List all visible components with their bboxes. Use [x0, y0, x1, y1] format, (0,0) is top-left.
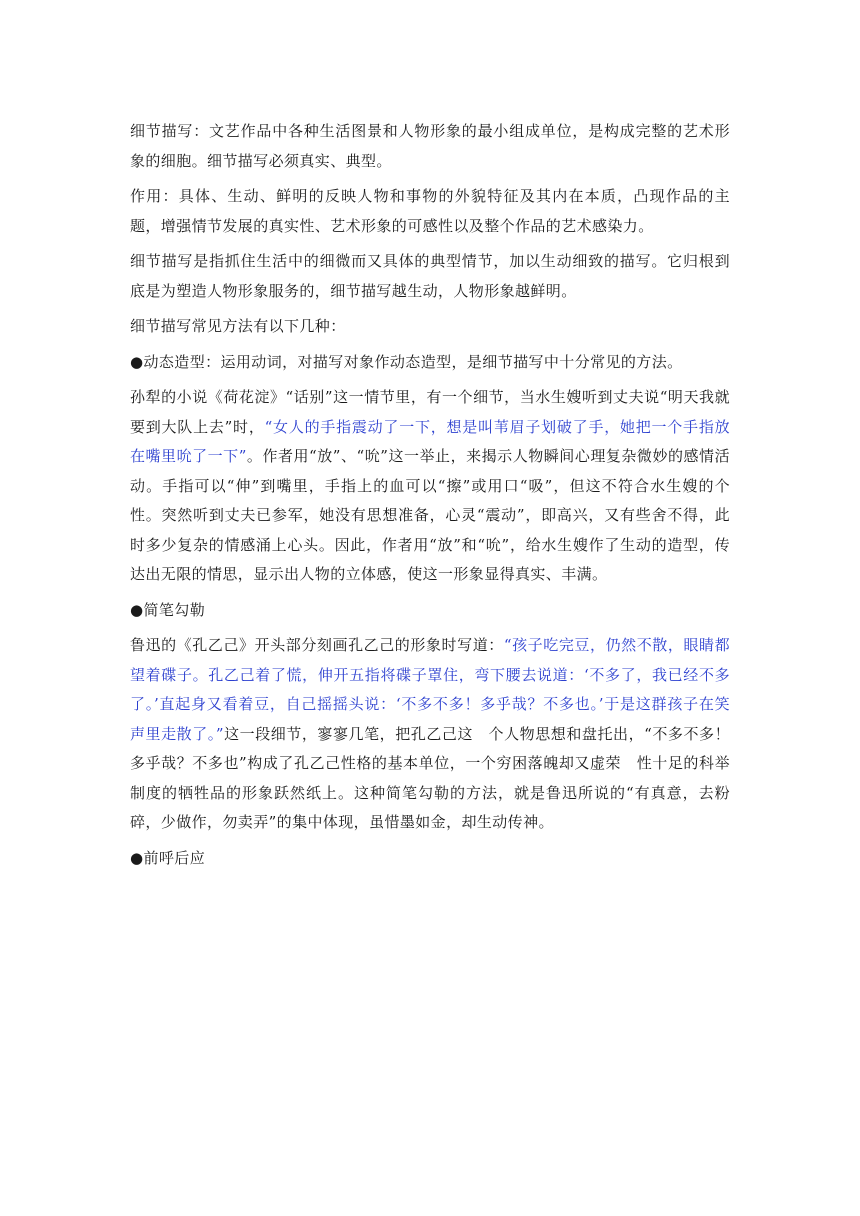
methods-intro-text: 细节描写常见方法有以下几种：: [130, 317, 346, 335]
method-dynamic-text: ●动态造型：运用动词，对描写对象作动态造型，是细节描写中十分常见的方法。: [130, 352, 683, 371]
kongyiji-analysis-text: 这一段细节，寥寥几笔，把孔乙己这 个人物思想和盘托出，“不多不多！多乎哉？不多也”构成了孔乙己性格的基本单位，一个穷困落魄却又虚荣 性十足的科举制度的牺牲品的形象跃然纸上。这种简笔勾勒的方法，就是鲁迅所说的“有真意，去粉碎，少做作，勿卖弄”的集中体现，虽惜墨如金，却生动传神。: [130, 724, 730, 831]
method-echo-heading: [130, 844, 730, 874]
explanation-text: 细节描写是指抓住生活中的细微而又具体的典型情节，加以生动细致的描写。它归根到底是为塑造人物形象服务的，细节描写越生动，人物形象越鲜明。: [130, 252, 730, 300]
method-echo-text: ●前呼后应: [130, 848, 206, 867]
method-dynamic-heading: [130, 348, 730, 378]
method-sketch-text: ●简笔勾勒: [130, 600, 206, 619]
methods-intro: [130, 312, 730, 342]
definition-paragraph: [130, 117, 730, 176]
explanation-paragraph: [130, 247, 730, 306]
kongyiji-intro-text: 鲁迅的《孔乙己》开头部分刻画孔乙己的形象时写道：: [130, 636, 504, 654]
function-text: 作用：具体、生动、鲜明的反映人物和事物的外貌特征及其内在本质，凸现作品的主题，增强情节发展的真实性、艺术形象的可感性以及整个作品的艺术感染力。: [130, 187, 730, 235]
method-sketch-heading: [130, 596, 730, 626]
definition-text: 细节描写：文艺作品中各种生活图景和人物形象的最小组成单位，是构成完整的艺术形象的细胞。细节描写必须真实、典型。: [130, 122, 730, 170]
function-paragraph: [130, 182, 730, 241]
document-page: [130, 117, 730, 879]
kongyiji-example-paragraph: [130, 631, 730, 838]
kongyiji-quote: “孩子吃完豆，仍然不散，眼睛都望着碟子。孔乙己着了慌，伸开五指将碟子罩住，弯下腰去说道：‘不多了，我已经不多了。’直起身又看着豆，自己摇摇头说：‘不多不多！多乎哉？不多也。’于是这群孩子在笑声里走散了。”: [130, 636, 731, 743]
hehuadian-intro-text: 孙犁的小说《荷花淀》“话别”这一情节里，有一个细节，当水生嫂听到丈夫说“明天我就要到大队上去”时，: [130, 388, 730, 436]
hehuadian-quote: “女人的手指震动了一下，想是叫苇眉子划破了手，她把一个手指放在嘴里吮了一下”: [130, 417, 731, 465]
hehuadian-example-paragraph: [130, 383, 730, 590]
hehuadian-analysis-text: 。作者用“放”、“吮”这一举止，来揭示人物瞬间心理复杂微妙的感情活动。手指可以“伸”到嘴里，手指上的血可以“擦”或用口“吸”，但这不符合水生嫂的个性。突然听到丈夫已参军，她没有思想准备，心灵“震动”，即高兴，又有些舍不得，此时多少复杂的情感涌上心头。因此，作者用“放”和“吮”，给水生嫂作了生动的造型，传达出无限的情思，显示出人物的立体感，使这一形象显得真实、丰满。: [130, 447, 730, 583]
